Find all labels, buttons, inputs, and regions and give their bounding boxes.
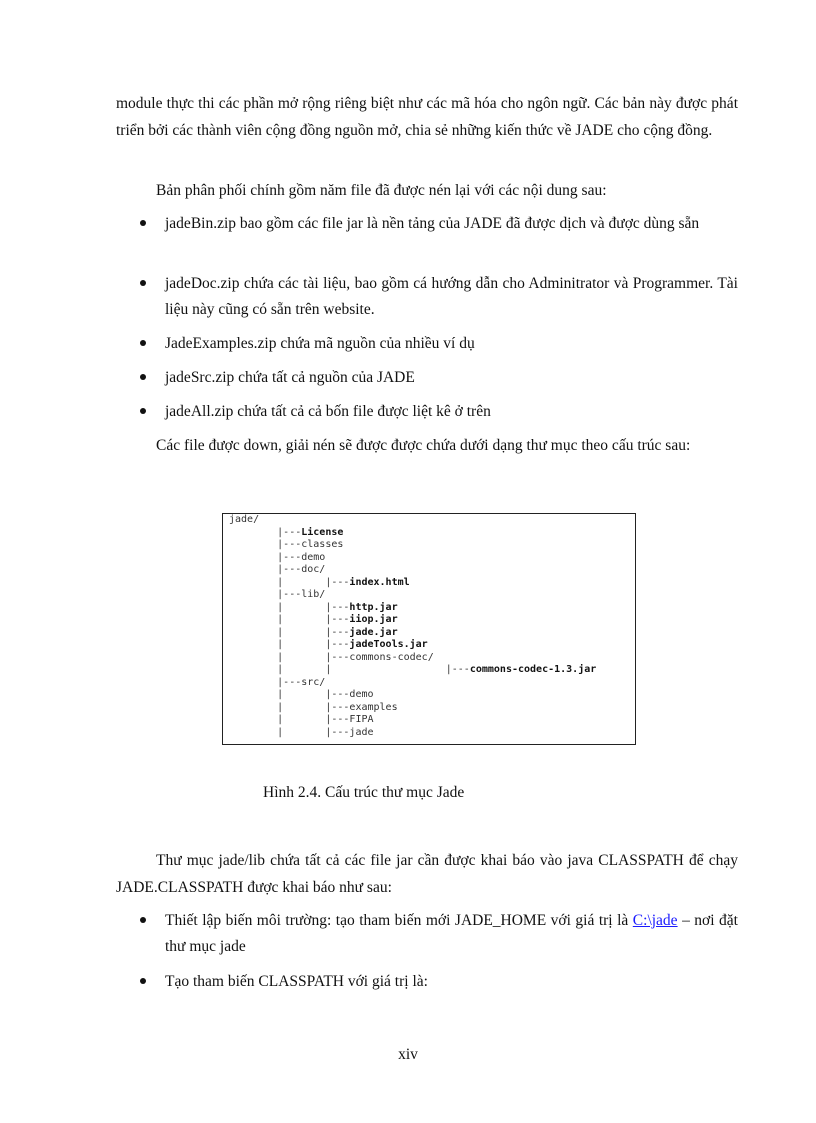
bullet-icon — [140, 340, 146, 346]
figure-caption: Hình 2.4. Cấu trúc thư mục Jade — [263, 784, 465, 801]
list-item — [140, 908, 738, 960]
bullet-icon — [140, 280, 146, 286]
list-item — [140, 271, 738, 323]
tree-node: commons-codec/ — [349, 651, 434, 663]
bullet-icon — [140, 917, 146, 923]
tree-node: jadeTools.jar — [349, 639, 428, 650]
tree-node: License — [301, 526, 344, 538]
tree-node: examples — [349, 701, 398, 713]
tree-node: FIPA — [349, 714, 374, 725]
bullet-icon — [140, 978, 146, 984]
tree-node: demo — [301, 551, 326, 563]
list-item-text: jadeSrc.zip chứa tất cả nguồn của JADE — [165, 369, 415, 386]
tree-node: doc/ — [301, 564, 326, 575]
list-item-text: Tạo tham biến CLASSPATH với giá trị là: — [165, 973, 428, 990]
paragraph-intro: module thực thi các phần mở rộng riêng biệt như các mã hóa cho ngôn ngữ. Các bản này được phát triển bởi các thành viên cộng đồng nguồn mở, chia sẻ những kiến thức về JADE cho cộng đồng. — [116, 95, 738, 139]
page-number: xiv — [398, 1046, 418, 1063]
directory-tree: jade/ |---License |---classes |---demo |---doc/ | |---index.html |---lib/ | |---http.jar | |---iiop.jar | |---jade.jar | |---jadeTools.jar | |---commons-codec/ | | |---commons-codec-1.3.jar |---src/ | |---demo | |---examples | |---FIPA | |---jade — [229, 514, 597, 738]
tree-node: src/ — [301, 676, 326, 688]
tree-root: jade/ — [229, 514, 260, 525]
list-item-text: jadeDoc.zip chứa các tài liệu, bao gồm cá hướng dẫn cho Adminitrator và Programmer. Tài liệu này cũng có sẵn trên website. — [165, 275, 738, 318]
list-item-text — [165, 908, 738, 960]
list-item — [140, 211, 738, 237]
list-item-text: jadeBin.zip bao gồm các file jar là nền tảng của JADE đã được dịch và được dùng sẵn — [165, 215, 700, 232]
tree-node: demo — [349, 689, 374, 700]
list-item-text: JadeExamples.zip chứa mã nguồn của nhiều ví dụ — [165, 335, 475, 352]
list-item — [140, 365, 738, 391]
tree-node: lib/ — [301, 589, 326, 600]
tree-node: http.jar — [349, 601, 398, 613]
tree-node: commons-codec-1.3.jar — [469, 664, 597, 675]
list-item — [140, 969, 738, 995]
tree-node: jade — [349, 726, 374, 738]
paragraph-classpath: Thư mục jade/lib chứa tất cả các file jar cần được khai báo vào java CLASSPATH để chạy JADE.CLASSPATH được khai báo như sau: — [116, 852, 738, 896]
list-item-text-end: – nơi đặt thư mục jade — [165, 912, 738, 955]
jade-path-link[interactable]: C:\jade — [632, 912, 678, 929]
list-item — [140, 331, 738, 357]
tree-node: classes — [301, 539, 344, 550]
bullet-icon — [140, 220, 146, 226]
list-item-text: jadeAll.zip chứa tất cả cả bốn file được liệt kê ở trên — [165, 403, 491, 420]
tree-node: index.html — [349, 576, 410, 588]
paragraph-distribution: Bản phân phối chính gồm năm file đã được nén lại với các nội dung sau: — [156, 182, 607, 199]
bullet-icon — [140, 374, 146, 380]
paragraph-extract: Các file được down, giải nén sẽ được được chứa dưới dạng thư mục theo cấu trúc sau: — [156, 437, 691, 454]
directory-tree-figure — [222, 513, 636, 745]
tree-node: iiop.jar — [349, 614, 398, 625]
bullet-icon — [140, 408, 146, 414]
list-item — [140, 399, 738, 425]
tree-node: jade.jar — [349, 626, 398, 638]
list-item-text-start: Thiết lập biến môi trường: tạo tham biến mới JADE_HOME với giá trị là — [165, 912, 629, 929]
